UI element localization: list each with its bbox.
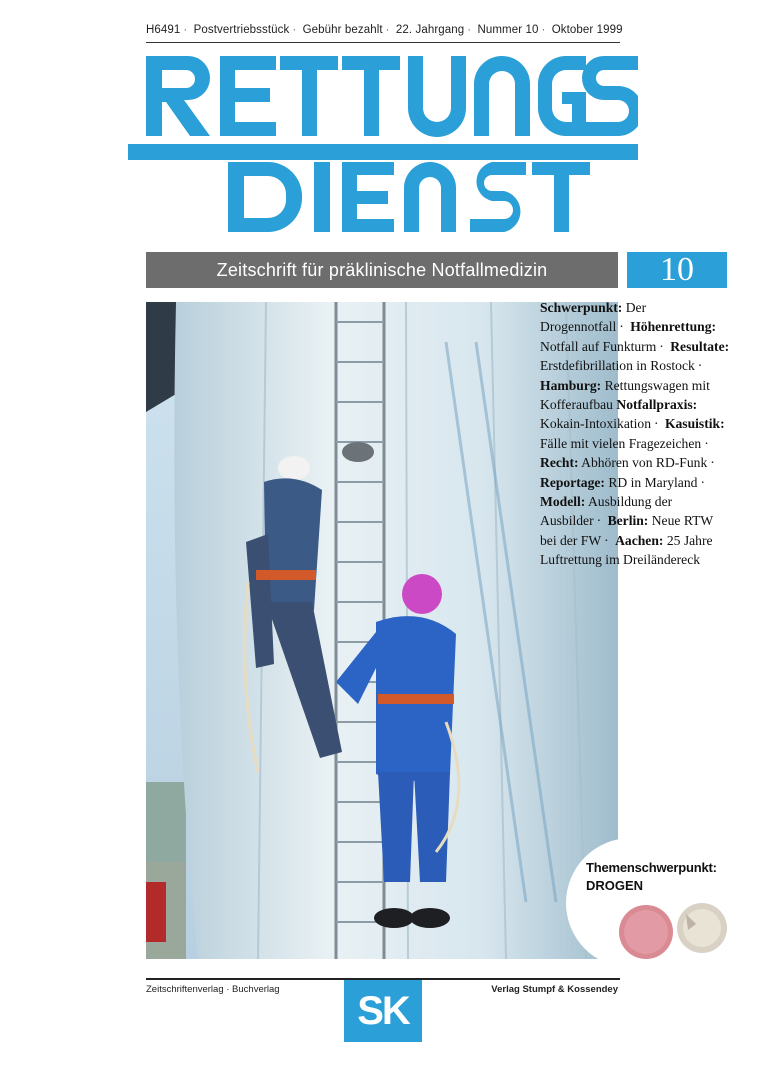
contents-item: Höhenrettung: Notfall auf Funkturm [540, 319, 717, 354]
top-divider [146, 42, 620, 43]
topic-label: Themenschwerpunkt: [586, 860, 717, 875]
subtitle-text: Zeitschrift für präklinische Notfallmedizin [216, 259, 548, 280]
publisher-logo [344, 980, 422, 1042]
postal-note: Postvertriebsstück [193, 24, 290, 36]
masthead-logo [128, 50, 638, 232]
topic-badge [566, 838, 736, 968]
contents-item: Schwerpunkt: Der Drogennotfall [540, 300, 647, 335]
contents-list: Schwerpunkt: Der Drogennotfall · Höhenrettung: Notfall auf Funkturm · Resultate: Erstdefibrillation in Rostock · Hamburg: Rettungswagen mit Kofferaufbau Notfallpraxis: Kokain-Intoxikation · Kasuistik: Fälle mit vielen Fragezeichen · Recht: Abhören von RD-Funk · Reportage: RD in Maryland · Modell: Ausbildung der Ausbilder · Berlin: Neue RTW bei der FW · Aachen: 25 Jahre Luftrettung im Dreiländereck [540, 300, 730, 568]
publisher-type: Zeitschriftenverlag · Buchverlag [146, 984, 280, 995]
contents-item: Aachen: 25 Jahre Luftrettung im Dreiländereck [540, 532, 713, 568]
publisher-logo-text: SK [357, 988, 409, 1033]
publisher-name: Verlag Stumpf & Kossendey [491, 984, 618, 995]
issue-number-box [627, 252, 727, 288]
contents-item: Berlin: Neue RTW bei der FW [540, 513, 713, 548]
topic-title: DROGEN [586, 878, 644, 893]
subtitle-bar [146, 252, 618, 288]
contents-item: Modell: Ausbildung der Ausbilder [540, 494, 673, 529]
contents-item: Reportage: RD in Maryland [540, 474, 698, 490]
contents-item: Hamburg: Rettungswagen mit Kofferaufbau [540, 377, 710, 413]
volume: 22. Jahrgang [395, 24, 465, 36]
contents-item: Kasuistik: Fälle mit vielen Fragezeichen [540, 416, 725, 451]
postal-code: H6491 [146, 24, 181, 36]
issue-date: Oktober 1999 [551, 24, 623, 36]
fee-note: Gebühr bezahlt [302, 24, 383, 36]
contents-item: Notfallpraxis: Kokain-Intoxikation [540, 397, 698, 432]
contents-item: Recht: Abhören von RD-Funk [540, 455, 708, 471]
cover-meta-line: H6491 · Postvertriebsstück · Gebühr bezahlt · 22. Jahrgang · Nummer 10 · Oktober 1999 [146, 24, 623, 36]
pills-image [616, 894, 736, 968]
contents-item: Resultate: Erstdefibrillation in Rostock [540, 338, 730, 374]
issue-label: Nummer 10 [477, 24, 539, 36]
issue-number: 10 [660, 251, 694, 288]
